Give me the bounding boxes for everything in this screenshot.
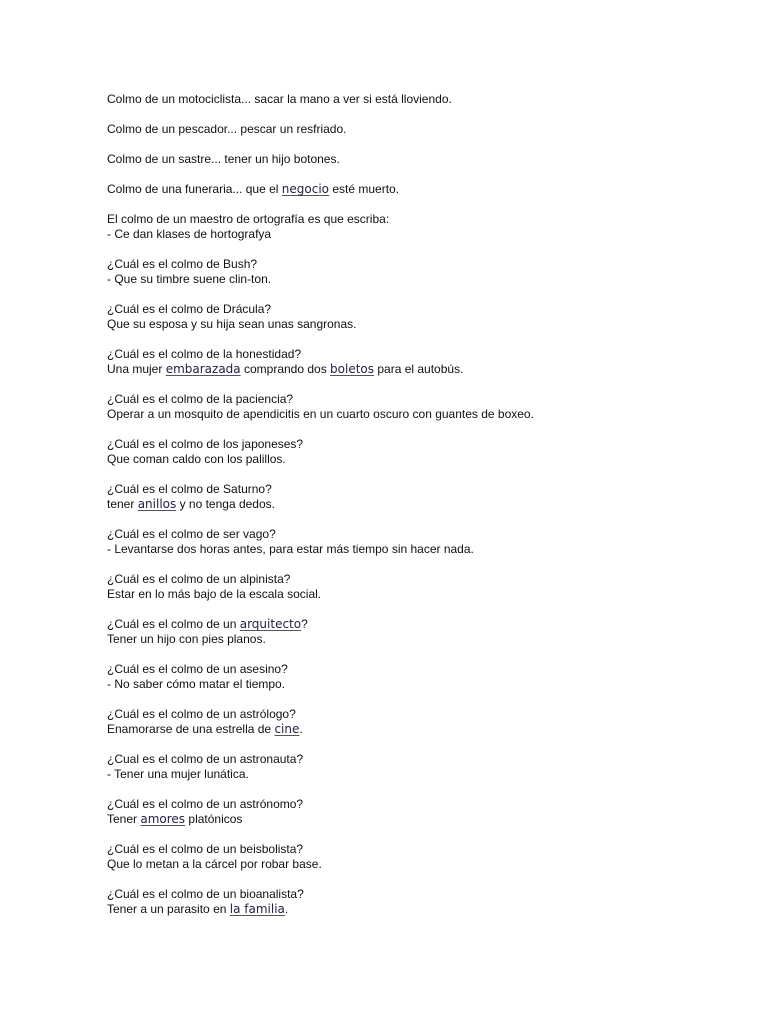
text-segment: ? bbox=[301, 617, 308, 631]
text-segment: ¿Cuál es el colmo de un bbox=[107, 617, 240, 631]
joke-answer bbox=[107, 497, 727, 512]
text-segment: ¿Cuál es el colmo de un alpinista? bbox=[107, 572, 291, 586]
keyword-link[interactable]: embarazada bbox=[165, 362, 241, 376]
joke-question bbox=[107, 617, 727, 632]
joke-entry bbox=[107, 842, 727, 872]
joke-entry bbox=[107, 302, 727, 332]
joke-entry bbox=[107, 887, 727, 917]
text-segment: ¿Cuál es el colmo de un astrónomo? bbox=[107, 797, 304, 811]
joke-entry bbox=[107, 752, 727, 782]
joke-answer bbox=[107, 902, 727, 917]
joke-entry bbox=[107, 797, 727, 827]
joke-entry bbox=[107, 617, 727, 647]
joke-entry bbox=[107, 527, 727, 557]
text-segment: Operar a un mosquito de apendicitis en un cuarto oscuro con guantes de boxeo. bbox=[107, 407, 534, 421]
joke-question bbox=[107, 482, 727, 497]
joke-entry bbox=[107, 152, 727, 167]
text-segment: - Ce dan klases de hortografya bbox=[107, 227, 272, 241]
joke-question bbox=[107, 437, 727, 452]
joke-entry bbox=[107, 122, 727, 137]
text-segment: ¿Cuál es el colmo de la honestidad? bbox=[107, 347, 302, 361]
joke-question bbox=[107, 842, 727, 857]
text-segment: y no tenga dedos. bbox=[176, 497, 275, 511]
joke-entry bbox=[107, 482, 727, 512]
keyword-link[interactable]: la familia bbox=[229, 902, 285, 916]
text-segment: Enamorarse de una estrella de bbox=[107, 722, 275, 736]
text-segment: ¿Cuál es el colmo de un beisbolista? bbox=[107, 842, 304, 856]
text-segment: Colmo de un motociclista... sacar la mano a ver si está lloviendo. bbox=[107, 92, 452, 106]
text-segment: esté muerto. bbox=[329, 182, 400, 196]
joke-entry bbox=[107, 212, 727, 242]
joke-answer bbox=[107, 317, 727, 332]
joke-question bbox=[107, 797, 727, 812]
joke-answer bbox=[107, 227, 727, 242]
text-segment: ¿Cuál es el colmo de Saturno? bbox=[107, 482, 272, 496]
joke-entry bbox=[107, 662, 727, 692]
text-segment: - Levantarse dos horas antes, para estar más tiempo sin hacer nada. bbox=[107, 542, 474, 556]
joke-entry bbox=[107, 437, 727, 467]
document-page bbox=[107, 92, 727, 932]
text-segment: Tener a un parasito en bbox=[107, 902, 230, 916]
text-segment: Que lo metan a la cárcel por robar base. bbox=[107, 857, 322, 871]
text-segment: El colmo de un maestro de ortografía es que escriba: bbox=[107, 212, 390, 226]
text-segment: Colmo de un pescador... pescar un resfriado. bbox=[107, 122, 347, 136]
text-segment: Estar en lo más bajo de la escala social. bbox=[107, 587, 322, 601]
joke-answer bbox=[107, 722, 727, 737]
text-segment: ¿Cuál es el colmo de Drácula? bbox=[107, 302, 272, 316]
joke-answer bbox=[107, 857, 727, 872]
joke-question bbox=[107, 92, 727, 107]
joke-question bbox=[107, 347, 727, 362]
keyword-link[interactable]: anillos bbox=[137, 497, 177, 511]
joke-answer bbox=[107, 632, 727, 647]
joke-answer bbox=[107, 677, 727, 692]
joke-answer bbox=[107, 542, 727, 557]
keyword-link[interactable]: negocio bbox=[281, 182, 330, 196]
joke-question bbox=[107, 392, 727, 407]
text-segment: ¿Cuál es el colmo de ser vago? bbox=[107, 527, 276, 541]
joke-question bbox=[107, 527, 727, 542]
joke-entry bbox=[107, 392, 727, 422]
joke-entry bbox=[107, 572, 727, 602]
keyword-link[interactable]: amores bbox=[140, 812, 186, 826]
text-segment: ¿Cual es el colmo de un astronauta? bbox=[107, 752, 304, 766]
keyword-link[interactable]: boletos bbox=[330, 362, 375, 376]
joke-question bbox=[107, 302, 727, 317]
keyword-link[interactable]: cine bbox=[274, 722, 300, 736]
keyword-link[interactable]: arquitecto bbox=[239, 617, 302, 631]
text-segment: tener bbox=[107, 497, 138, 511]
joke-question bbox=[107, 122, 727, 137]
joke-question bbox=[107, 212, 727, 227]
text-segment: - No saber cómo matar el tiempo. bbox=[107, 677, 286, 691]
joke-answer bbox=[107, 272, 727, 287]
text-segment: Tener un hijo con pies planos. bbox=[107, 632, 266, 646]
text-segment: Que su esposa y su hija sean unas sangronas. bbox=[107, 317, 357, 331]
joke-question bbox=[107, 707, 727, 722]
joke-answer bbox=[107, 407, 727, 422]
text-segment: platónicos bbox=[185, 812, 243, 826]
text-segment: Colmo de una funeraria... que el bbox=[107, 182, 282, 196]
joke-question bbox=[107, 152, 727, 167]
joke-answer bbox=[107, 452, 727, 467]
joke-answer bbox=[107, 587, 727, 602]
joke-question bbox=[107, 662, 727, 677]
joke-question bbox=[107, 257, 727, 272]
joke-answer bbox=[107, 767, 727, 782]
joke-question bbox=[107, 572, 727, 587]
text-segment: para el autobús. bbox=[374, 362, 464, 376]
joke-entry bbox=[107, 92, 727, 107]
joke-answer bbox=[107, 812, 727, 827]
text-segment: Una mujer bbox=[107, 362, 166, 376]
text-segment: ¿Cuál es el colmo de los japoneses? bbox=[107, 437, 304, 451]
text-segment: ¿Cuál es el colmo de un asesino? bbox=[107, 662, 288, 676]
text-segment: ¿Cuál es el colmo de la paciencia? bbox=[107, 392, 294, 406]
joke-entry bbox=[107, 707, 727, 737]
joke-entry bbox=[107, 347, 727, 377]
text-segment: ¿Cuál es el colmo de un bioanalista? bbox=[107, 887, 304, 901]
joke-answer bbox=[107, 362, 727, 377]
text-segment: . bbox=[284, 902, 289, 916]
text-segment: Tener bbox=[107, 812, 141, 826]
joke-question bbox=[107, 182, 727, 197]
joke-question bbox=[107, 752, 727, 767]
joke-question bbox=[107, 887, 727, 902]
text-segment: . bbox=[299, 722, 303, 736]
text-segment: ¿Cuál es el colmo de Bush? bbox=[107, 257, 258, 271]
text-segment: comprando dos bbox=[240, 362, 331, 376]
text-segment: - Que su timbre suene clin-ton. bbox=[107, 272, 272, 286]
joke-entry bbox=[107, 257, 727, 287]
text-segment: Que coman caldo con los palillos. bbox=[107, 452, 286, 466]
joke-entry bbox=[107, 182, 727, 197]
text-segment: ¿Cuál es el colmo de un astrólogo? bbox=[107, 707, 296, 721]
text-segment: Colmo de un sastre... tener un hijo botones. bbox=[107, 152, 340, 166]
text-segment: - Tener una mujer lunática. bbox=[107, 767, 249, 781]
